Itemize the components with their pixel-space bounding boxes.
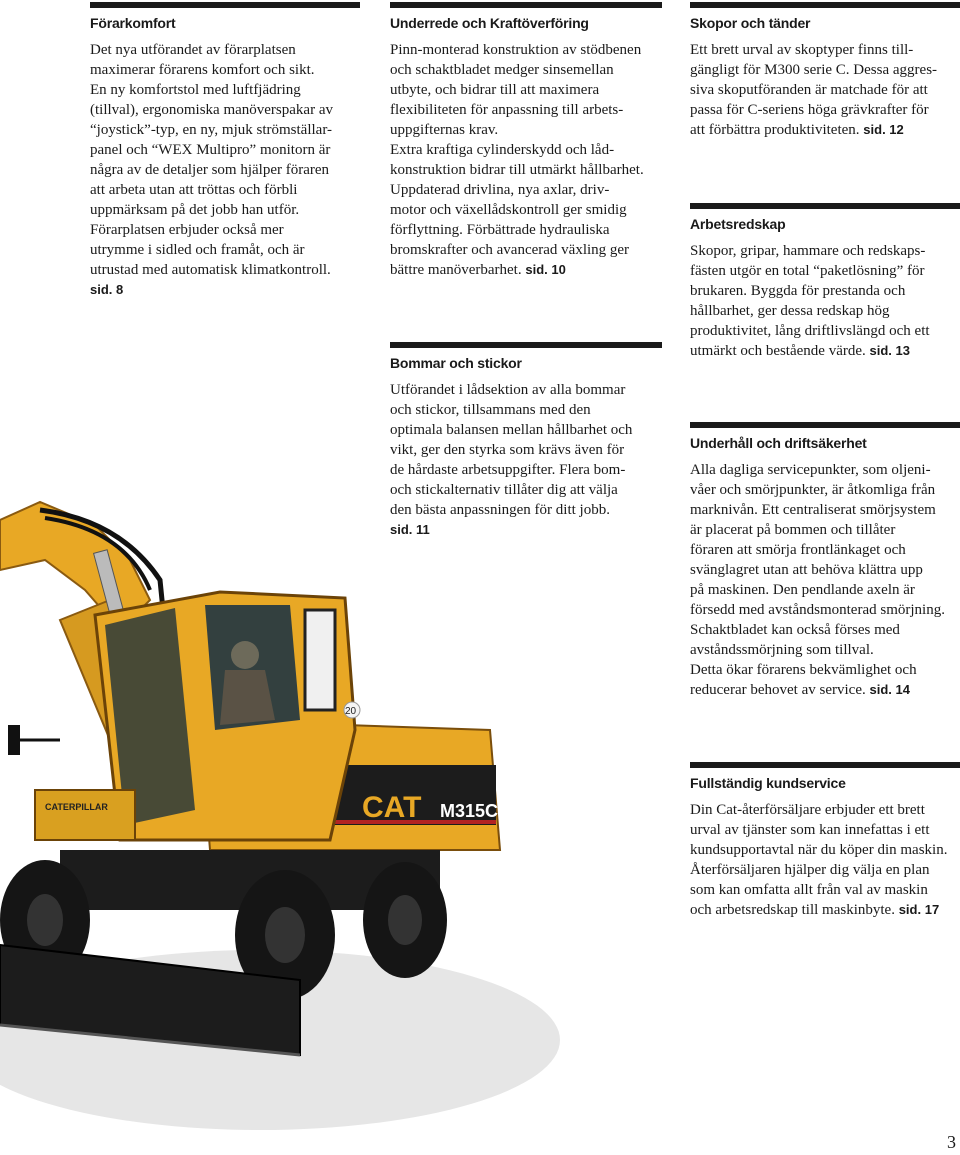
body-line: de hårdaste arbetsuppgifter. Flera bom- — [390, 462, 626, 478]
page-reference: sid. 12 — [863, 122, 904, 137]
body-line: Skopor, gripar, hammare och redskaps- — [690, 243, 926, 259]
section-body — [690, 800, 960, 920]
body-line: Uppdaterad drivlina, nya axlar, driv- — [390, 182, 610, 198]
page-reference: sid. 8 — [90, 282, 124, 297]
front-frame — [35, 790, 135, 840]
wheel — [363, 862, 447, 978]
section-skopor — [690, 2, 960, 140]
body-line: några av de detaljer som hjälper föraren — [90, 162, 330, 178]
excavator-photo — [0, 480, 560, 1150]
section-heading: Arbetsredskap — [690, 216, 786, 232]
body-line: svänglagret utan att behöva klättra upp — [690, 562, 923, 578]
section-body — [690, 40, 960, 140]
body-line: Extra kraftiga cylinderskydd och låd- — [390, 142, 615, 158]
body-line: och stickor, tillsammans med den — [390, 402, 591, 418]
body-line: maximerar förarens komfort och sikt. — [90, 62, 315, 78]
body-line: vikt, ger den styrka som krävs även för — [390, 442, 625, 458]
section-arbetsredskap — [690, 203, 960, 361]
page-reference: sid. 11 — [390, 522, 430, 537]
body-line: och stickalternativ tillåter dig att välja — [390, 482, 618, 498]
body-line: föraren att smörja frontlänkaget och — [690, 542, 906, 558]
section-rule — [690, 2, 960, 8]
body-line: konstruktion bidrar till utmärkt hållbarhet. — [390, 162, 644, 178]
page-reference: sid. 13 — [869, 343, 910, 358]
side-mirror — [8, 725, 20, 755]
sticker-number: 20 — [345, 706, 357, 717]
body-line: våer och smörjpunkter, är åtkomliga från — [690, 482, 936, 498]
body-line: utrustad med automatisk klimatkontroll. — [90, 262, 331, 278]
body-line: avståndssmörjning som tillval. — [690, 642, 874, 658]
cab-badge: CATERPILLAR — [45, 802, 108, 812]
body-line: hållbarhet, ger dessa redskap hög — [690, 303, 890, 319]
body-line: motor och växellådskontroll ger smidig — [390, 202, 627, 218]
body-line: och arbetsredskap till maskinbyte. — [690, 902, 895, 918]
body-line: reducerar behovet av service. — [690, 682, 866, 698]
body-line: att förbättra produktiviteten. — [690, 122, 860, 138]
body-line: utmärkt och bestående värde. — [690, 343, 866, 359]
body-line: Förarplatsen erbjuder också mer — [90, 222, 284, 238]
cab-window-rear — [305, 610, 335, 710]
body-line: Pinn-monterad konstruktion av stödbenen — [390, 42, 642, 58]
body-line: den bästa anpassningen för ditt jobb. — [390, 502, 610, 518]
section-heading: Förarkomfort — [90, 15, 176, 31]
section-forarkomfort — [90, 2, 360, 300]
body-line: Återförsäljaren hjälper dig välja en plan — [690, 862, 930, 878]
body-line: marknivån. Ett centraliserat smörjsystem — [690, 502, 936, 518]
page-number: 3 — [947, 1132, 956, 1152]
body-line: bättre manöverbarhet. — [390, 262, 522, 278]
page-reference: sid. 10 — [525, 262, 566, 277]
body-line: att arbeta utan att tröttas och förbli — [90, 182, 298, 198]
body-line: panel och “WEX Multipro” monitorn är — [90, 142, 331, 158]
section-rule — [690, 422, 960, 428]
section-kundservice — [690, 762, 960, 920]
body-line: Ett brett urval av skoptyper finns till- — [690, 42, 914, 58]
body-line: Det nya utförandet av förarplatsen — [90, 42, 296, 58]
body-line: på maskinen. Den pendlande axeln är — [690, 582, 915, 598]
body-line: produktivitet, lång driftlivslängd och ett — [690, 323, 930, 339]
section-rule — [690, 203, 960, 209]
body-line: förflyttning. Förbättrade hydrauliska — [390, 222, 610, 238]
body-line: En ny komfortstol med luftfjädring — [90, 82, 301, 98]
body-line: urval av tjänster som kan innefattas i ett — [690, 822, 930, 838]
body-line: brukaren. Byggda för prestanda och — [690, 283, 906, 299]
brand-decal: CAT — [362, 791, 422, 824]
body-line: optimala balansen mellan hållbarhet och — [390, 422, 633, 438]
section-body — [690, 241, 960, 361]
section-underrede — [390, 2, 662, 280]
page-reference: sid. 17 — [898, 902, 940, 917]
body-line: “joystick”-typ, en ny, mjuk strömställar- — [90, 122, 333, 138]
body-line: Utförandet i lådsektion av alla bommar — [390, 382, 626, 398]
section-rule — [690, 762, 960, 768]
section-rule — [390, 2, 662, 8]
section-heading: Underrede och Kraftöverföring — [390, 15, 589, 31]
body-line: siva skoputföranden är matchade för att — [690, 82, 928, 98]
body-line: och schaktbladet medger sinsemellan — [390, 62, 614, 78]
body-line: flexibiliteten för anpassning till arbets- — [390, 102, 624, 118]
section-rule — [90, 2, 360, 8]
body-line: bromskrafter och avancerad växling ger — [390, 242, 630, 258]
body-line: Din Cat-återförsäljare erbjuder ett brett — [690, 802, 925, 818]
body-line: Schaktbladet kan också förses med — [690, 622, 900, 638]
body-line: försedd med avståndsmonterad smörjning. — [690, 602, 945, 618]
body-line: fästen utgör en total “paketlösning” för — [690, 263, 925, 279]
body-line: kundsupportavtal när du köper din maskin. — [690, 842, 948, 858]
body-line: Detta ökar förarens bekvämlighet och — [690, 662, 917, 678]
page-reference: sid. 14 — [869, 682, 910, 697]
body-line: som kan omfatta allt från val av maskin — [690, 882, 928, 898]
section-body — [90, 40, 360, 300]
section-body — [690, 460, 960, 700]
section-heading: Bommar och stickor — [390, 355, 522, 371]
body-line: utbyte, och bidrar till att maximera — [390, 82, 600, 98]
body-line: uppgifternas krav. — [390, 122, 499, 138]
section-heading: Fullständig kundservice — [690, 775, 846, 791]
section-body — [390, 40, 662, 280]
body-line: uppmärksam på det jobb han utför. — [90, 202, 300, 218]
operator-head — [231, 641, 259, 669]
model-decal: M315C — [440, 801, 499, 821]
body-line: (tillval), ergonomiska manöverspakar av — [90, 102, 333, 118]
section-rule — [390, 342, 662, 348]
section-heading: Underhåll och driftsäkerhet — [690, 435, 867, 451]
body-line: passa för C-seriens höga grävkrafter för — [690, 102, 929, 118]
section-underhall — [690, 422, 960, 700]
section-heading: Skopor och tänder — [690, 15, 811, 31]
body-line: utrymme i sidled och framåt, och är — [90, 242, 305, 258]
body-line: är placerat på bommen och tillåter — [690, 522, 896, 538]
body-line: gängligt för M300 serie C. Dessa aggres- — [690, 62, 938, 78]
body-line: Alla dagliga servicepunkter, som oljeni- — [690, 462, 931, 478]
